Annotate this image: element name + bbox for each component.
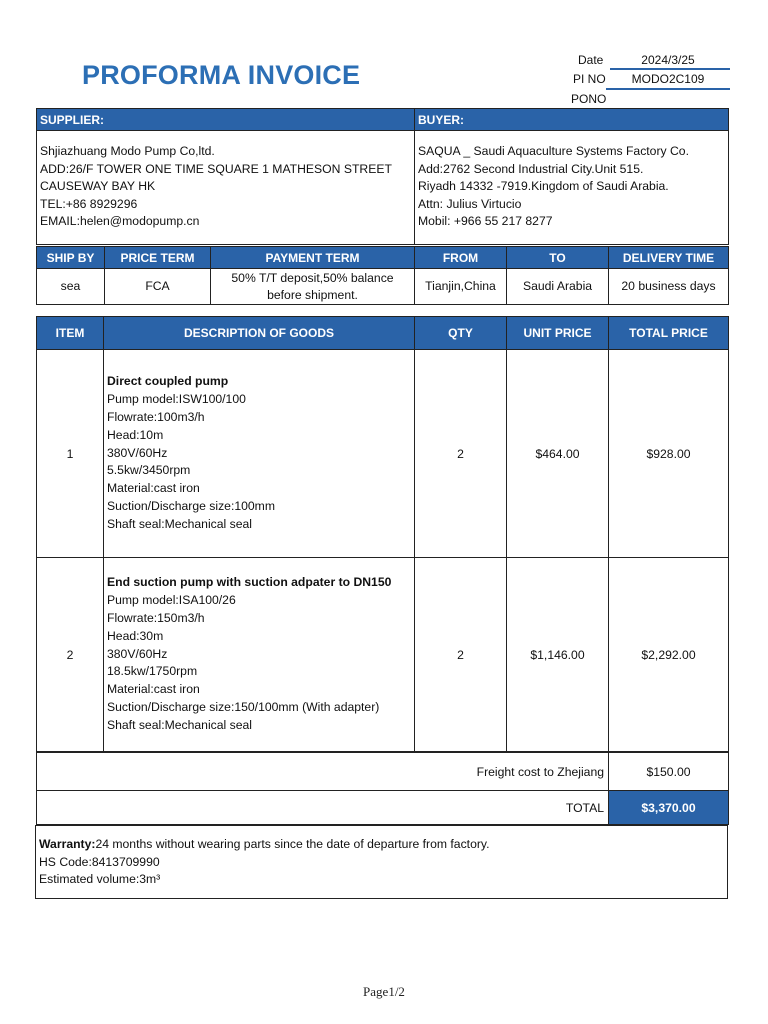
item-description <box>104 350 415 558</box>
pi-underline <box>606 88 730 90</box>
table-row <box>37 350 729 558</box>
spec-line: Material:cast iron <box>107 481 200 496</box>
spec-line: Suction/Discharge size:150/100mm (With adapter) <box>107 699 380 714</box>
buyer-line: Add:2762 Second Industrial City.Unit 515. <box>418 161 644 176</box>
spec-line: 380V/60Hz <box>107 646 168 661</box>
pi-value: MODO2C109 <box>631 72 705 86</box>
spec-line: Shaft seal:Mechanical seal <box>107 516 252 531</box>
spec-line: Flowrate:100m3/h <box>107 410 205 424</box>
date-value: 2024/3/25 <box>641 53 695 67</box>
spec-line: Pump model:ISA100/26 <box>107 593 236 608</box>
summary-table <box>36 752 729 825</box>
payment-term-header: PAYMENT TERM <box>211 247 415 269</box>
payment-term-line: before shipment. <box>267 287 358 302</box>
item-total-price: $2,292.00 <box>609 558 729 752</box>
freight-value: $150.00 <box>609 753 729 791</box>
item-total-price: $928.00 <box>609 350 729 558</box>
buyer-line: Riyadh 14332 -7919.Kingdom of Saudi Arabia. <box>418 179 669 194</box>
table-row <box>37 558 729 752</box>
ship-by-value: sea <box>37 269 105 305</box>
total-price-header: TOTAL PRICE <box>609 317 729 350</box>
page-number: Page1/2 <box>363 984 405 999</box>
item-unit-price: $464.00 <box>507 350 609 558</box>
supplier-line: TEL:+86 8929296 <box>40 196 138 211</box>
date-underline <box>610 68 730 70</box>
spec-line: Flowrate:150m3/h <box>107 611 205 625</box>
delivery-time-header: DELIVERY TIME <box>609 247 729 269</box>
freight-row <box>37 753 729 791</box>
from-value: Tianjin,China <box>415 269 507 305</box>
supplier-line: ADD:26/F TOWER ONE TIME SQUARE 1 MATHESON STREET <box>40 161 392 176</box>
supplier-block <box>37 131 415 245</box>
payment-term-value <box>211 269 415 305</box>
spec-line: Head:30m <box>107 628 164 643</box>
description-header: DESCRIPTION OF GOODS <box>104 317 415 350</box>
supplier-line: CAUSEWAY BAY HK <box>40 179 156 194</box>
hs-code: HS Code:8413709990 <box>39 854 160 869</box>
payment-term-line: 50% T/T deposit,50% balance <box>231 270 394 285</box>
spec-line: 18.5kw/1750rpm <box>107 664 198 679</box>
item-number: 2 <box>37 558 104 752</box>
total-label: TOTAL <box>37 791 609 825</box>
item-title: Direct coupled pump <box>107 374 229 389</box>
estimated-volume: Estimated volume:3m³ <box>39 872 161 887</box>
warranty-label: Warranty: <box>39 837 96 851</box>
spec-line: Material:cast iron <box>107 682 200 697</box>
buyer-heading: BUYER: <box>415 109 729 131</box>
item-title: End suction pump with suction adpater to DN150 <box>107 575 392 590</box>
delivery-time-value: 20 business days <box>609 269 729 305</box>
buyer-line: SAQUA _ Saudi Aquaculture Systems Factory Co. <box>418 144 689 158</box>
price-term-header: PRICE TERM <box>105 247 211 269</box>
supplier-heading: SUPPLIER: <box>37 109 415 131</box>
item-number: 1 <box>37 350 104 558</box>
from-header: FROM <box>415 247 507 269</box>
pi-label: PI NO <box>573 72 606 86</box>
total-value: $3,370.00 <box>609 791 729 825</box>
ship-by-header: SHIP BY <box>37 247 105 269</box>
spec-line: Head:10m <box>107 427 164 442</box>
po-label: PONO <box>571 92 607 106</box>
to-header: TO <box>507 247 609 269</box>
invoice-title: PROFORMA INVOICE <box>82 60 361 90</box>
price-term-value: FCA <box>105 269 211 305</box>
spec-line: 380V/60Hz <box>107 445 168 460</box>
warranty-line <box>39 836 724 854</box>
goods-table <box>36 316 729 752</box>
buyer-line: Mobil: +966 55 217 8277 <box>418 214 553 229</box>
spec-line: Shaft seal:Mechanical seal <box>107 717 252 732</box>
item-qty: 2 <box>415 350 507 558</box>
supplier-line: EMAIL:helen@modopump.cn <box>40 214 200 229</box>
parties-table <box>36 108 729 245</box>
item-description <box>104 558 415 752</box>
item-qty: 2 <box>415 558 507 752</box>
buyer-block <box>415 131 729 245</box>
total-row <box>37 791 729 825</box>
terms-table <box>36 246 729 305</box>
supplier-line: Shjiazhuang Modo Pump Co,ltd. <box>40 144 215 158</box>
to-value: Saudi Arabia <box>507 269 609 305</box>
warranty-text: 24 months without wearing parts since the date of departure from factory. <box>95 837 490 851</box>
spec-line: Suction/Discharge size:100mm <box>107 498 275 513</box>
buyer-line: Attn: Julius Virtucio <box>418 196 522 211</box>
item-unit-price: $1,146.00 <box>507 558 609 752</box>
spec-line: 5.5kw/3450rpm <box>107 463 191 478</box>
notes-block <box>35 825 728 899</box>
item-header: ITEM <box>37 317 104 350</box>
spec-line: Pump model:ISW100/100 <box>107 392 246 407</box>
qty-header: QTY <box>415 317 507 350</box>
freight-label: Freight cost to Zhejiang <box>37 753 609 791</box>
unit-price-header: UNIT PRICE <box>507 317 609 350</box>
date-label: Date <box>578 53 604 67</box>
